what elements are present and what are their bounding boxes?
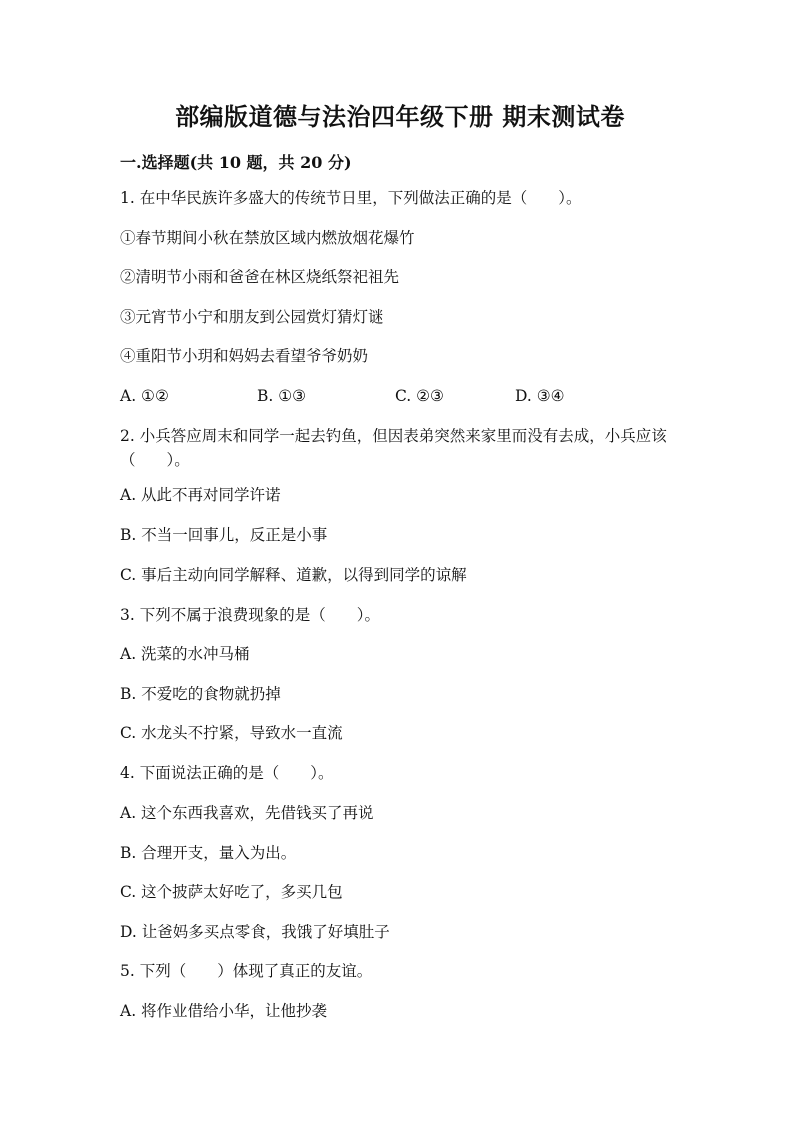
question-5-stem: 5. 下列（ ）体现了真正的友谊。 bbox=[120, 962, 373, 980]
question-4-option-a: A. 这个东西我喜欢，先借钱买了再说 bbox=[120, 804, 374, 822]
question-1-stem: 1. 在中华民族许多盛大的传统节日里，下列做法正确的是（ ）。 bbox=[120, 189, 582, 207]
question-4-option-c: C. 这个披萨太好吃了，多买几包 bbox=[120, 883, 343, 901]
question-2-stem: 2. 小兵答应周末和同学一起去钓鱼，但因表弟突然来家里而没有去成，小兵应该（ ）。 bbox=[120, 427, 667, 469]
question-3-stem: 3. 下列不属于浪费现象的是（ ）。 bbox=[120, 606, 380, 624]
section-heading: 一.选择题(共 10 题，共 20 分) bbox=[120, 153, 352, 172]
question-3-option-a: A. 洗菜的水冲马桶 bbox=[120, 645, 250, 663]
question-1-option-b: B. ①③ bbox=[257, 387, 307, 405]
question-1-option-c: C. ②③ bbox=[395, 387, 444, 405]
question-4-option-d: D. 让爸妈多买点零食，我饿了好填肚子 bbox=[120, 923, 390, 941]
question-1-item: ②清明节小雨和爸爸在林区烧纸祭祀祖先 bbox=[120, 268, 400, 286]
page-title: 部编版道德与法治四年级下册 期末测试卷 bbox=[175, 102, 625, 131]
question-2-option-c: C. 事后主动向同学解释、道歉，以得到同学的谅解 bbox=[120, 566, 467, 584]
question-5-option-a: A. 将作业借给小华，让他抄袭 bbox=[120, 1002, 328, 1020]
question-1-item: ④重阳节小玥和妈妈去看望爷爷奶奶 bbox=[120, 347, 369, 365]
question-1-option-a: A. ①② bbox=[120, 387, 169, 405]
question-1-option-d: D. ③④ bbox=[515, 387, 565, 405]
question-2-option-b: B. 不当一回事儿，反正是小事 bbox=[120, 526, 328, 544]
question-4-stem: 4. 下面说法正确的是（ ）。 bbox=[120, 764, 334, 782]
question-4-option-b: B. 合理开支，量入为出。 bbox=[120, 844, 297, 862]
question-3-option-c: C. 水龙头不拧紧，导致水一直流 bbox=[120, 724, 343, 742]
question-1-item: ①春节期间小秋在禁放区域内燃放烟花爆竹 bbox=[120, 229, 415, 247]
question-1-item: ③元宵节小宁和朋友到公园赏灯猜灯谜 bbox=[120, 308, 384, 326]
question-3-option-b: B. 不爱吃的食物就扔掉 bbox=[120, 685, 281, 703]
question-2-option-a: A. 从此不再对同学许诺 bbox=[120, 486, 281, 504]
